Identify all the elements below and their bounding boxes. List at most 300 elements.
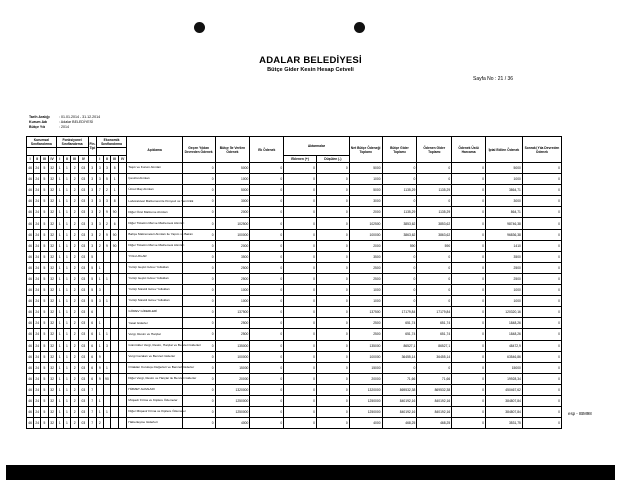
amount-cell: 0: [182, 407, 215, 418]
code-cell: 3: [88, 229, 96, 240]
amount-cell: 0: [452, 207, 486, 218]
code-cell: 32: [48, 273, 56, 284]
code-cell: 2: [71, 229, 79, 240]
amount-cell: 0: [284, 273, 317, 284]
code-cell: 46: [27, 307, 34, 318]
code-cell: 6: [88, 373, 96, 384]
code-cell: 5: [41, 340, 48, 351]
table-row: [27, 185, 562, 196]
amount-cell: 0: [250, 229, 284, 240]
code-cell: 2: [71, 395, 79, 406]
code-cell: 5: [103, 174, 110, 185]
amount-cell: 0: [452, 262, 486, 273]
code-cell: 1: [63, 329, 70, 340]
amount-cell: 2500: [215, 329, 250, 340]
amount-cell: 5000: [486, 163, 523, 174]
code-cell: 5: [41, 329, 48, 340]
code-cell: [111, 384, 119, 395]
code-cell: 2: [71, 384, 79, 395]
amount-cell: 2000: [215, 240, 250, 251]
code-cell: 46: [27, 262, 34, 273]
page-subtitle: Bütçe Gider Kesin Hesap Cetveli: [267, 67, 354, 73]
header-butce-gider: Bütçe Gider Toplamı: [382, 137, 417, 163]
header-butce-ile: Bütçe İle Verilen Ödenek: [215, 137, 250, 163]
table-row: [27, 240, 562, 251]
code-cell: 32: [48, 174, 56, 185]
amount-cell: 2500: [215, 273, 250, 284]
code-cell: 46: [27, 351, 34, 362]
code-header: [88, 156, 96, 163]
header-aktarmalar: Aktarmalar: [284, 137, 350, 156]
code-cell: 7: [88, 418, 96, 429]
code-cell: [111, 407, 119, 418]
amount-cell: 2000: [349, 240, 382, 251]
amount-cell: 0: [182, 340, 215, 351]
code-cell: [119, 218, 127, 229]
code-cell: 9: [103, 207, 110, 218]
code-cell: 46: [27, 296, 34, 307]
code-cell: 24: [34, 296, 41, 307]
amount-cell: 102500: [349, 218, 382, 229]
code-cell: 24: [34, 318, 41, 329]
table-row: [27, 218, 562, 229]
amount-cell: 840192,16: [417, 407, 452, 418]
code-cell: [111, 418, 119, 429]
table-row: [27, 229, 562, 240]
amount-cell: 0: [452, 340, 486, 351]
code-cell: [119, 362, 127, 373]
description-cell: Çevirisi Alımları: [127, 174, 182, 185]
amount-cell: 0: [382, 285, 417, 296]
code-cell: [119, 296, 127, 307]
amount-cell: 0: [316, 362, 349, 373]
description-cell: Diğer Vergi, Resim ve Harçlar ile Benzeri Giderler: [127, 373, 182, 384]
code-cell: 46: [27, 174, 34, 185]
code-cell: 2: [71, 318, 79, 329]
code-cell: 5: [41, 395, 48, 406]
amount-cell: 135000: [215, 340, 250, 351]
code-header: III: [41, 156, 48, 163]
page-number-value: : 21 / 36: [494, 76, 514, 82]
code-cell: [103, 418, 110, 429]
code-cell: 03: [79, 218, 88, 229]
code-cell: 24: [34, 240, 41, 251]
amount-cell: 0: [452, 240, 486, 251]
amount-cell: 137500: [349, 307, 382, 318]
amount-cell: 0: [522, 262, 561, 273]
amount-cell: 0: [284, 362, 317, 373]
code-cell: [103, 285, 110, 296]
code-cell: 1: [96, 262, 103, 273]
amount-cell: 0: [182, 351, 215, 362]
code-cell: 32: [48, 163, 56, 174]
amount-cell: 36455,14: [382, 351, 417, 362]
description-cell: Ortakları Kuruluşu Değerleri ve Benzeri Giderler: [127, 362, 182, 373]
amount-cell: 0: [182, 395, 215, 406]
amount-cell: 1135,29: [382, 185, 417, 196]
code-cell: 1: [56, 296, 63, 307]
amount-cell: 0: [182, 218, 215, 229]
code-cell: 32: [48, 285, 56, 296]
code-cell: 46: [27, 362, 34, 373]
binder-hole-right: [354, 22, 365, 33]
code-cell: 2: [71, 196, 79, 207]
amount-cell: 0: [382, 262, 417, 273]
header-odenek-ustu: Ödenek Üstü Harcama: [452, 137, 486, 163]
amount-cell: 384807,84: [486, 395, 523, 406]
amount-cell: 0: [284, 207, 317, 218]
code-cell: 3: [103, 163, 110, 174]
code-cell: 2: [71, 340, 79, 351]
amount-cell: 15000: [215, 362, 250, 373]
code-cell: 1: [56, 329, 63, 340]
table-row: [27, 251, 562, 262]
header-spacer: [27, 148, 57, 156]
code-cell: 03: [79, 407, 88, 418]
code-cell: 24: [34, 418, 41, 429]
code-cell: 46: [27, 240, 34, 251]
header-ek-odenek: Ek Ödenek: [250, 137, 284, 163]
amount-cell: 19928,34: [486, 373, 523, 384]
code-cell: 32: [48, 418, 56, 429]
code-cell: 2: [71, 262, 79, 273]
amount-cell: 651,74: [417, 318, 452, 329]
amount-cell: 0: [284, 251, 317, 262]
meta-value: : Adalar BELEDİYESİ: [59, 120, 94, 124]
amount-cell: 0: [522, 296, 561, 307]
code-cell: 1: [63, 196, 70, 207]
amount-cell: 450467,62: [486, 384, 523, 395]
amount-cell: 0: [182, 185, 215, 196]
code-cell: [103, 395, 110, 406]
code-cell: [111, 362, 119, 373]
amount-cell: 0: [250, 395, 284, 406]
amount-cell: 0: [316, 329, 349, 340]
amount-cell: 0: [250, 196, 284, 207]
code-cell: 1: [56, 307, 63, 318]
code-cell: 1: [63, 262, 70, 273]
amount-cell: 0: [284, 218, 317, 229]
code-cell: 1: [63, 174, 70, 185]
code-cell: 32: [48, 207, 56, 218]
code-cell: 24: [34, 329, 41, 340]
code-cell: 3: [103, 340, 110, 351]
code-cell: [119, 240, 127, 251]
amount-cell: 3853,62: [417, 218, 452, 229]
code-cell: [119, 196, 127, 207]
code-cell: 03: [79, 329, 88, 340]
code-cell: [96, 307, 103, 318]
amount-cell: 1000: [349, 174, 382, 185]
code-cell: 03: [79, 296, 88, 307]
code-cell: 2: [96, 418, 103, 429]
header-kurumsal: Kurumsal Sınıflandırma: [27, 137, 57, 148]
code-cell: 3: [88, 240, 96, 251]
code-cell: 46: [27, 318, 34, 329]
page-title: ADALAR BELEDİYESİ: [259, 55, 362, 66]
code-cell: 46: [27, 251, 34, 262]
amount-cell: 2500: [349, 273, 382, 284]
amount-cell: 0: [182, 163, 215, 174]
amount-cell: 96836,38: [486, 229, 523, 240]
code-cell: 1: [56, 218, 63, 229]
amount-cell: 0: [250, 185, 284, 196]
table-row: [27, 163, 562, 174]
code-cell: 32: [48, 329, 56, 340]
amount-cell: 15000: [349, 362, 382, 373]
table-row: [27, 362, 562, 373]
amount-cell: 0: [522, 318, 561, 329]
code-cell: 1: [63, 229, 70, 240]
header-aciklama: Açıklama: [127, 137, 182, 163]
code-cell: 5: [41, 196, 48, 207]
code-cell: 32: [48, 395, 56, 406]
amount-cell: 0: [382, 296, 417, 307]
code-cell: 2: [71, 163, 79, 174]
header-sonraki-yil: Sonraki Yıla Devreden Ödenek: [522, 137, 561, 163]
code-cell: 6: [111, 218, 119, 229]
amount-cell: 3853,62: [382, 218, 417, 229]
amount-cell: 0: [316, 185, 349, 196]
code-header: II: [63, 156, 70, 163]
amount-cell: 1000: [486, 174, 523, 185]
code-cell: 24: [34, 307, 41, 318]
amount-cell: 1135,29: [417, 185, 452, 196]
amount-cell: 100000: [215, 229, 250, 240]
code-cell: 03: [79, 163, 88, 174]
amount-cell: 0: [382, 174, 417, 185]
code-cell: 2: [103, 185, 110, 196]
amount-cell: 869532,38: [382, 384, 417, 395]
budget-table: [26, 136, 562, 429]
description-cell: HİZMET ALIMLARI: [127, 384, 182, 395]
code-cell: 32: [48, 307, 56, 318]
amount-cell: 0: [182, 273, 215, 284]
code-cell: 1: [63, 395, 70, 406]
amount-cell: 0: [284, 418, 317, 429]
code-cell: 1: [56, 174, 63, 185]
amount-cell: 0: [182, 174, 215, 185]
code-cell: 1: [96, 273, 103, 284]
code-cell: 32: [48, 340, 56, 351]
code-cell: 1: [63, 218, 70, 229]
amount-cell: 590: [382, 240, 417, 251]
code-cell: 1: [63, 373, 70, 384]
amount-cell: 0: [250, 218, 284, 229]
amount-cell: 2000: [215, 207, 250, 218]
amount-cell: 0: [316, 174, 349, 185]
amount-cell: 590: [417, 240, 452, 251]
description-cell: Diğer Tüketim Mal ve Malzemesi Alımları: [127, 240, 182, 251]
code-cell: 1: [56, 285, 63, 296]
code-cell: 24: [34, 407, 41, 418]
code-cell: 90: [103, 373, 110, 384]
amount-cell: 0: [316, 229, 349, 240]
code-header: I: [27, 156, 34, 163]
code-cell: 32: [48, 262, 56, 273]
code-cell: 5: [41, 229, 48, 240]
amount-cell: 0: [452, 196, 486, 207]
code-cell: 1: [56, 407, 63, 418]
code-cell: 5: [41, 207, 48, 218]
code-cell: 3: [88, 207, 96, 218]
table-row: [27, 174, 562, 185]
code-cell: 24: [34, 218, 41, 229]
code-cell: 3: [88, 163, 96, 174]
code-cell: [119, 395, 127, 406]
amount-cell: 0: [522, 373, 561, 384]
amount-cell: 0: [522, 395, 561, 406]
description-cell: Vergi, Resim ve Harçlar: [127, 329, 182, 340]
code-cell: 24: [34, 362, 41, 373]
code-cell: 32: [48, 373, 56, 384]
code-cell: 5: [41, 218, 48, 229]
amount-cell: 1410: [486, 240, 523, 251]
code-cell: 32: [48, 296, 56, 307]
amount-cell: 1000: [349, 296, 382, 307]
code-cell: 3: [88, 174, 96, 185]
code-cell: 1: [63, 307, 70, 318]
amount-cell: 0: [284, 185, 317, 196]
code-cell: 1: [63, 163, 70, 174]
code-cell: 2: [96, 229, 103, 240]
amount-cell: 0: [250, 163, 284, 174]
code-cell: 1: [56, 229, 63, 240]
meta-key: Tarih Aralığı: [29, 115, 50, 119]
code-cell: 03: [79, 262, 88, 273]
code-cell: 46: [27, 185, 34, 196]
code-cell: 03: [79, 285, 88, 296]
code-cell: 24: [34, 384, 41, 395]
code-cell: 1: [96, 340, 103, 351]
header-dusulen: Düşülen (-): [316, 156, 349, 163]
amount-cell: 3863,62: [382, 229, 417, 240]
code-cell: 03: [79, 307, 88, 318]
amount-cell: 0: [452, 296, 486, 307]
amount-cell: 0: [522, 307, 561, 318]
amount-cell: 0: [182, 229, 215, 240]
amount-cell: 0: [316, 407, 349, 418]
table-row: [27, 373, 562, 384]
code-cell: 32: [48, 185, 56, 196]
amount-cell: 0: [522, 340, 561, 351]
header-fin: Fin. Tipi: [88, 137, 96, 156]
code-cell: 5: [41, 373, 48, 384]
code-cell: 1: [56, 318, 63, 329]
page-number: [473, 76, 513, 82]
amount-cell: 0: [182, 384, 215, 395]
amount-cell: 0: [316, 207, 349, 218]
amount-cell: 0: [522, 351, 561, 362]
table-row: [27, 418, 562, 429]
amount-cell: 3864,71: [486, 185, 523, 196]
description-cell: Diğer Müşavir Firma ve Kişilere Ödemeler: [127, 407, 182, 418]
code-cell: [103, 318, 110, 329]
amount-cell: 100000: [349, 229, 382, 240]
amount-cell: 0: [250, 296, 284, 307]
amount-cell: 0: [452, 307, 486, 318]
amount-cell: 0: [250, 351, 284, 362]
amount-cell: 840192,16: [382, 407, 417, 418]
code-cell: [96, 384, 103, 395]
code-cell: 2: [71, 174, 79, 185]
code-cell: 1: [63, 318, 70, 329]
code-cell: [111, 351, 119, 362]
description-cell: Diğer Tüketim Mal ve Malzemesi Alımları: [127, 218, 182, 229]
amount-cell: 0: [522, 174, 561, 185]
amount-cell: 4000: [349, 418, 382, 429]
description-cell: Vergi Cezaları ve Benzeri Giderler: [127, 351, 182, 362]
binder-hole-left: [194, 22, 205, 33]
code-cell: [111, 373, 119, 384]
amount-cell: 651,74: [382, 318, 417, 329]
code-cell: [111, 262, 119, 273]
code-cell: 2: [71, 296, 79, 307]
code-cell: [96, 251, 103, 262]
code-cell: [119, 174, 127, 185]
code-cell: 46: [27, 273, 34, 284]
code-cell: 5: [88, 251, 96, 262]
amount-cell: 0: [316, 307, 349, 318]
amount-cell: 0: [284, 407, 317, 418]
description-cell: Müşavir Firma ve Kişilere Ödemeler: [127, 395, 182, 406]
description-cell: Yurtiçi Geçici Görev Yollukları: [127, 273, 182, 284]
code-cell: 1: [103, 329, 110, 340]
amount-cell: 1000: [215, 174, 250, 185]
amount-cell: 120320,16: [486, 307, 523, 318]
code-cell: 5: [111, 163, 119, 174]
meta-value: : 01.01.2014 - 31.12.2014: [59, 115, 101, 119]
code-cell: 1: [56, 251, 63, 262]
code-cell: 32: [48, 240, 56, 251]
code-cell: 9: [96, 362, 103, 373]
amount-cell: 0: [452, 251, 486, 262]
amount-cell: 5000: [349, 185, 382, 196]
table-row: [27, 273, 562, 284]
code-cell: 24: [34, 262, 41, 273]
amount-cell: 3863,62: [417, 229, 452, 240]
amount-cell: 3000: [486, 196, 523, 207]
amount-cell: 135000: [349, 340, 382, 351]
amount-cell: 2500: [486, 273, 523, 284]
amount-cell: 3500: [486, 251, 523, 262]
code-cell: 9: [103, 229, 110, 240]
amount-cell: 0: [452, 407, 486, 418]
code-cell: 1: [56, 373, 63, 384]
amount-cell: 468,25: [417, 418, 452, 429]
amount-cell: 1250000: [215, 407, 250, 418]
amount-cell: 0: [250, 285, 284, 296]
amount-cell: 0: [284, 329, 317, 340]
code-cell: 32: [48, 251, 56, 262]
code-cell: [119, 207, 127, 218]
amount-cell: 1000: [349, 285, 382, 296]
amount-cell: 0: [452, 395, 486, 406]
code-cell: 3: [96, 163, 103, 174]
amount-cell: 0: [284, 240, 317, 251]
code-cell: [119, 185, 127, 196]
code-cell: 6: [88, 329, 96, 340]
amount-cell: 0: [316, 285, 349, 296]
amount-cell: 0: [452, 229, 486, 240]
code-cell: 24: [34, 163, 41, 174]
code-cell: 1: [111, 185, 119, 196]
meta-budget-year: [29, 125, 69, 130]
code-cell: 5: [41, 285, 48, 296]
amount-cell: 20000: [215, 373, 250, 384]
code-cell: 9: [96, 351, 103, 362]
header-iptal-edilen: İptal Edilen Ödenek: [486, 137, 523, 163]
